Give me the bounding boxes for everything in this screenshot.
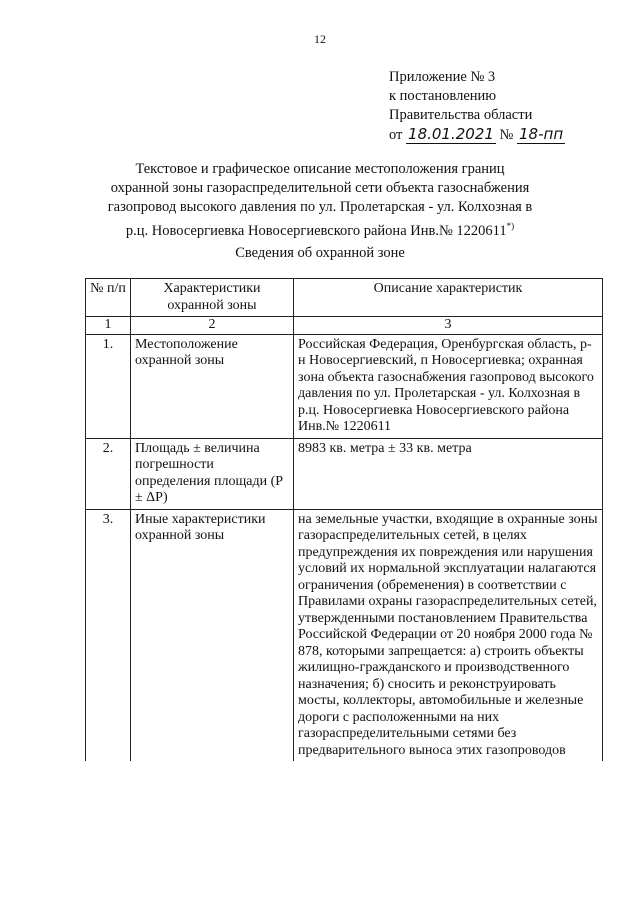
index-cell: 3 (294, 317, 603, 335)
row-description: 8983 кв. метра ± 33 кв. метра (294, 438, 603, 509)
table-header-row (86, 279, 603, 317)
table-row (86, 334, 603, 438)
header-characteristic: Характеристики охранной зоны (131, 279, 294, 317)
section-heading: Сведения об охранной зоне (235, 245, 405, 261)
title-line-3: газопровод высокого давления по ул. Пролетарская - ул. Колхозная в (107, 199, 533, 215)
row-characteristic: Иные характеристики охранной зоны (131, 509, 294, 761)
number-sign: № (499, 127, 514, 143)
page-number: 12 (314, 32, 326, 46)
header-description: Описание характеристик (294, 279, 603, 317)
appendix-block (389, 68, 565, 145)
row-description: на земельные участки, входящие в охранные зоны газораспределительных сетей, в целях предупреждения их повреждения или нарушения условий их нормальной эксплуатации налагаются ограничения (обременения) в соответствии с Правилами охраны газораспределительных сетей, утвержденными постановлением Правительства Российской Федерации от 20 ноября 2000 года № 878, которыми запрещается: а) строить объекты жилищно-гражданского и производственного назначения; б) сносить и реконструировать мосты, коллекторы, автомобильные и железные дороги с расположенными на них газораспределительными сетями без предварительного выноса этих газопроводов (294, 509, 603, 761)
appendix-government-line: Правительства области (389, 107, 533, 123)
appendix-date-line (389, 125, 565, 145)
index-cell: 2 (131, 317, 294, 335)
row-characteristic: Площадь ± величина погрешности определения площади (Р ± ΔР) (131, 438, 294, 509)
index-cell: 1 (86, 317, 131, 335)
title-line-4 (90, 217, 550, 241)
handwritten-number: 18-пп (519, 125, 564, 143)
title-line-1: Текстовое и графическое описание местоположения границ (135, 161, 505, 177)
date-prefix: от (389, 127, 403, 143)
footnote-mark: *) (506, 221, 515, 231)
title-line-4-text: р.ц. Новосергиевка Новосергиевского района Инв.№ 1220611 (125, 222, 507, 239)
row-description: Российская Федерация, Оренбургская область, р-н Новосергиевский, п Новосергиевка; охранная зона объекта газоснабжения газопровод высокого давления по ул. Пролетарская - ул. Колхозная в р.ц. Новосергиевка Новосергиевского района Инв.№ 1220611 (294, 334, 603, 438)
row-number: 1. (86, 334, 131, 438)
row-number: 2. (86, 438, 131, 509)
row-characteristic: Местоположение охранной зоны (131, 334, 294, 438)
document-title (90, 160, 550, 241)
header-number: № п/п (86, 279, 131, 317)
table-row (86, 438, 603, 509)
appendix-label: Приложение № 3 (389, 69, 496, 85)
table-row (86, 509, 603, 761)
table-index-row (86, 317, 603, 335)
title-line-2: охранной зоны газораспределительной сети объекта газоснабжения (110, 180, 530, 196)
zone-info-table (85, 278, 603, 761)
appendix-resolution-line: к постановлению (389, 88, 497, 104)
handwritten-date: 18.01.2021 (408, 125, 494, 143)
row-number: 3. (86, 509, 131, 761)
